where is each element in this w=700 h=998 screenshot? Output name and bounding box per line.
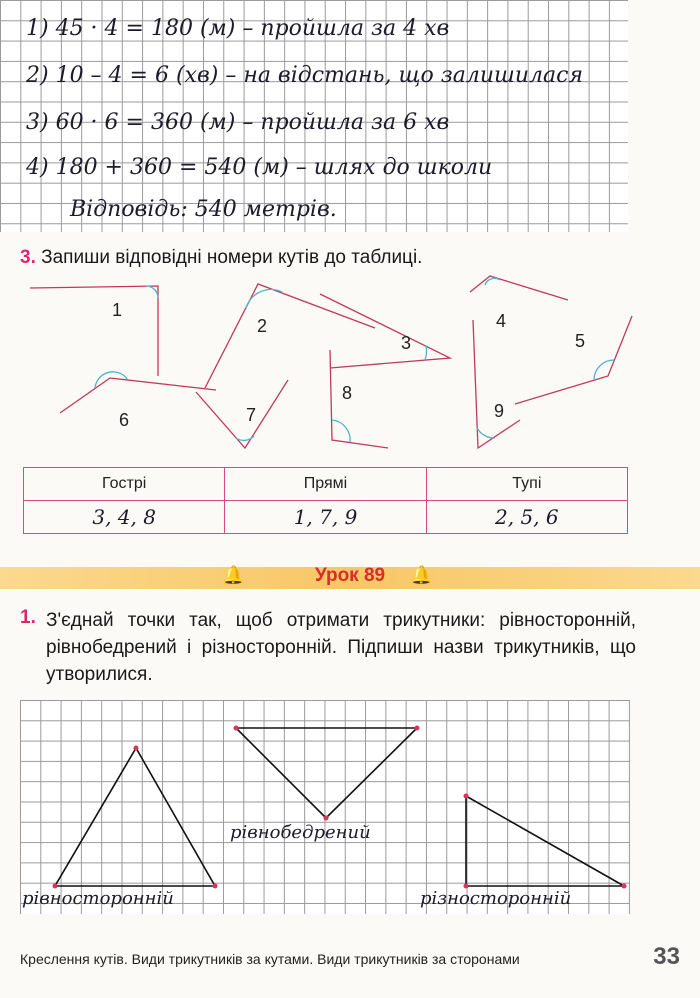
angle-9: [473, 320, 520, 448]
task3-title: [20, 247, 422, 269]
homework-answer: Відповідь: 540 метрів.: [70, 197, 337, 222]
angle-6: [60, 378, 216, 413]
homework-line-2: 2) 10 – 4 = 6 (хв) – на відстань, що залишилася: [26, 63, 584, 88]
isosceles-triangle: [236, 728, 417, 818]
angle-table-answer-row: [24, 501, 628, 534]
angle-5: [515, 316, 632, 404]
angle-number-4: 4: [496, 311, 507, 331]
homework-line-1: 1) 45 · 4 = 180 (м) – пройшла за 4 хв: [26, 16, 450, 41]
answer-right: 1, 7, 9: [225, 501, 426, 534]
angle-number-6: 6: [119, 410, 130, 430]
task3-number: 3.: [20, 247, 36, 268]
angle-number-3: 3: [401, 333, 412, 353]
angle-number-7: 7: [246, 405, 257, 425]
answer-acute: 3, 4, 8: [24, 501, 225, 534]
scalene-triangle: [466, 796, 624, 886]
angle-number-8: 8: [342, 383, 353, 403]
angle-8: [330, 350, 388, 448]
answer-obtuse: 2, 5, 6: [426, 501, 627, 534]
equilateral-triangle: [55, 748, 215, 886]
label-equilateral: рівносторонній: [22, 888, 174, 909]
triangles-drawing: [0, 700, 700, 914]
page-number: 33: [653, 943, 680, 970]
label-isosceles: рівнобедрений: [230, 822, 371, 843]
header-right: Прямі: [225, 468, 426, 501]
angle-number-1: 1: [112, 300, 123, 320]
task1-text: З'єднай точки так, щоб отримати трикутники: рівносторонній, рівнобедрений і різносторонній. Підпиши назви трикутників, що утворилися.: [46, 610, 636, 685]
homework-line-4: 4) 180 + 360 = 540 (м) – шлях до школи: [26, 155, 493, 180]
angle-number-9: 9: [494, 401, 505, 421]
angle-table: [23, 467, 628, 534]
header-obtuse: Тупі: [426, 468, 627, 501]
lesson-title: Урок 89: [314, 565, 386, 586]
angle-7: [196, 380, 288, 448]
task3-text: Запиши відповідні номери кутів до таблиці.: [41, 247, 423, 268]
footer-topic: Креслення кутів. Види трикутників за кутами. Види трикутників за сторонами: [20, 951, 520, 967]
label-scalene: різносторонній: [420, 888, 572, 909]
bell-icon: 🔔: [222, 565, 245, 585]
angle-1: [30, 286, 158, 376]
angles-drawing: [0, 270, 700, 455]
angle-3: [320, 294, 450, 368]
angle-number-2: 2: [257, 316, 268, 336]
angle-4: [470, 276, 568, 300]
header-acute: Гострі: [24, 468, 225, 501]
bell-icon: 🔔: [410, 565, 433, 585]
homework-line-3: 3) 60 · 6 = 360 (м) – пройшла за 6 хв: [26, 110, 450, 135]
angle-table-header-row: [24, 468, 628, 501]
angle-number-5: 5: [575, 331, 586, 351]
angle-2: [205, 284, 375, 388]
task1-number: 1.: [20, 607, 36, 628]
